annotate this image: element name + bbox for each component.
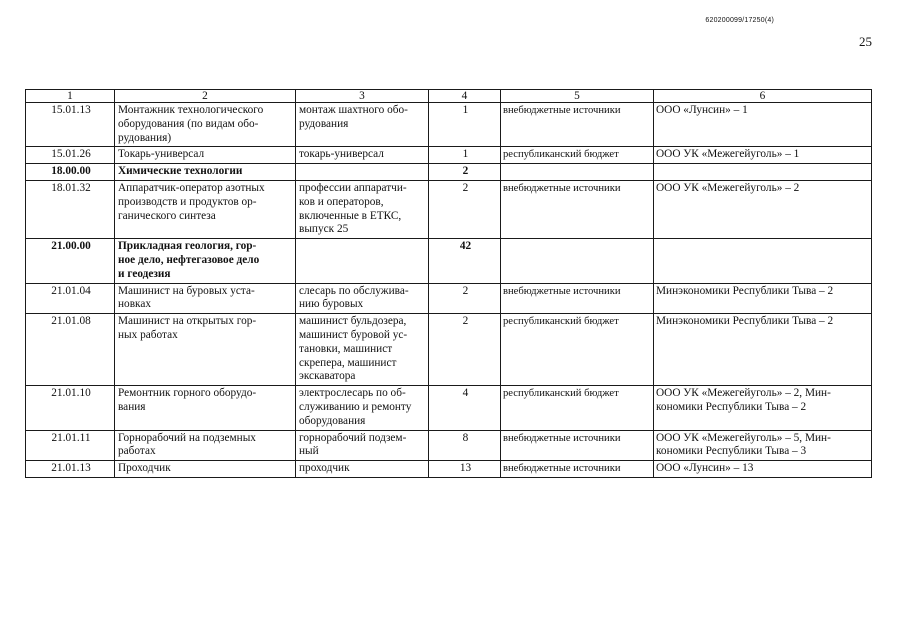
- funding-source-cell: республиканский бюджет: [501, 147, 654, 164]
- quantity-cell: 1: [429, 103, 501, 147]
- profession-cell: [115, 103, 296, 147]
- employer-cell: [654, 386, 872, 430]
- code-cell: 21.01.10: [26, 386, 115, 430]
- quantity-cell: 8: [429, 430, 501, 461]
- profession-cell: [115, 164, 296, 181]
- specialty-cell: [296, 283, 429, 314]
- profession-cell-line: Аппаратчик-оператор азотных: [118, 181, 265, 194]
- table-row: [26, 386, 872, 430]
- specialty-cell: [296, 461, 429, 478]
- specialty-cell-line: проходчик: [299, 462, 350, 475]
- specialty-cell-line: слесарь по обслужива-: [299, 284, 409, 297]
- section-row: [26, 164, 872, 181]
- quantity-cell: 2: [429, 314, 501, 386]
- profession-cell-line: Машинист на открытых гор-: [118, 315, 257, 328]
- profession-cell: [115, 283, 296, 314]
- specialty-cell-line: монтаж шахтного обо-: [299, 104, 408, 116]
- employer-cell-line: ООО УК «Межегейуголь» – 2: [656, 181, 800, 194]
- specialty-cell-line: токарь-универсал: [299, 148, 384, 161]
- specialty-cell: [296, 430, 429, 461]
- profession-cell-line: Прикладная геология, гор-: [118, 240, 257, 253]
- employer-cell-line: Минэкономики Республики Тыва – 2: [656, 284, 834, 297]
- section-row: [26, 239, 872, 283]
- table-row: [26, 430, 872, 461]
- profession-cell-line: Монтажник технологического: [118, 104, 264, 116]
- employer-cell-line: ООО УК «Межегейуголь» – 5, Мин-: [656, 431, 831, 444]
- profession-cell-line: и геодезия: [118, 267, 171, 280]
- specialty-cell: [296, 147, 429, 164]
- table-body: [26, 103, 872, 478]
- profession-cell-line: Токарь-универсал: [118, 148, 205, 161]
- profession-cell-line: Проходчик: [118, 462, 171, 475]
- specialty-cell-line: нию буровых: [299, 298, 364, 311]
- profession-cell: [115, 239, 296, 283]
- specialty-cell: [296, 103, 429, 147]
- column-header: 2: [115, 90, 296, 103]
- funding-source-cell: внебюджетные источники: [501, 430, 654, 461]
- profession-cell-line: рудования): [118, 131, 172, 144]
- specialty-cell-line: ков и операторов,: [299, 195, 384, 208]
- code-cell: 21.01.08: [26, 314, 115, 386]
- table-row: [26, 461, 872, 478]
- employer-cell-line: ООО УК «Межегейуголь» – 2, Мин-: [656, 387, 831, 400]
- employer-cell-line: ООО «Лунсин» – 1: [656, 104, 748, 116]
- profession-cell: [115, 314, 296, 386]
- code-cell: 21.01.04: [26, 283, 115, 314]
- profession-cell-line: вания: [118, 400, 146, 413]
- quantity-cell: 2: [429, 180, 501, 238]
- quantity-cell: 4: [429, 386, 501, 430]
- specialty-cell-line: выпуск 25: [299, 223, 349, 236]
- specialty-cell-line: ный: [299, 445, 319, 458]
- quantity-cell: 2: [429, 164, 501, 181]
- specialty-cell-line: рудования: [299, 117, 349, 130]
- specialty-cell-line: скрепера, машинист: [299, 356, 397, 369]
- funding-source-cell: внебюджетные источники: [501, 283, 654, 314]
- specialty-cell-line: включенные в ЕТКС,: [299, 209, 402, 222]
- quantity-cell: 2: [429, 283, 501, 314]
- specialty-cell-line: электрослесарь по об-: [299, 387, 406, 400]
- employer-cell-line: Минэкономики Республики Тыва – 2: [656, 315, 834, 328]
- code-cell: 18.01.32: [26, 180, 115, 238]
- employer-cell: [654, 430, 872, 461]
- profession-cell-line: ганического синтеза: [118, 209, 216, 222]
- specialty-cell-line: профессии аппаратчи-: [299, 181, 407, 194]
- employer-cell-line: кономики Республики Тыва – 2: [656, 400, 807, 413]
- profession-cell: [115, 430, 296, 461]
- employer-cell: [654, 164, 872, 181]
- quantity-cell: 42: [429, 239, 501, 283]
- code-cell: 18.00.00: [26, 164, 115, 181]
- funding-source-cell: внебюджетные источники: [501, 461, 654, 478]
- table-row: [26, 180, 872, 238]
- profession-cell-line: ное дело, нефтегазовое дело: [118, 253, 260, 266]
- code-cell: 21.00.00: [26, 239, 115, 283]
- profession-cell: [115, 147, 296, 164]
- table-row: [26, 283, 872, 314]
- profession-cell: [115, 180, 296, 238]
- employer-cell: [654, 147, 872, 164]
- document-code: 620200099/17250(4): [705, 17, 774, 24]
- employer-cell-line: кономики Республики Тыва – 3: [656, 445, 807, 458]
- specialty-cell: [296, 314, 429, 386]
- specialty-cell: [296, 180, 429, 238]
- code-cell: 21.01.11: [26, 430, 115, 461]
- column-header: 6: [654, 90, 872, 103]
- profession-cell-line: оборудования (по видам обо-: [118, 117, 259, 130]
- specialty-cell: [296, 239, 429, 283]
- profession-cell-line: производств и продуктов ор-: [118, 195, 257, 208]
- profession-cell: [115, 461, 296, 478]
- specialty-cell-line: служиванию и ремонту: [299, 400, 412, 413]
- table-header-row: [26, 90, 872, 103]
- employer-cell-line: ООО «Лунсин» – 13: [656, 462, 754, 475]
- funding-source-cell: [501, 239, 654, 283]
- specialty-cell-line: горнорабочий подзем-: [299, 431, 407, 444]
- employer-cell: [654, 283, 872, 314]
- quantity-cell: 13: [429, 461, 501, 478]
- column-header: 5: [501, 90, 654, 103]
- profession-cell-line: работах: [118, 445, 156, 458]
- column-header: 4: [429, 90, 501, 103]
- column-header: 3: [296, 90, 429, 103]
- employer-cell: [654, 239, 872, 283]
- table-row: [26, 103, 872, 147]
- data-table: [25, 89, 872, 478]
- code-cell: 21.01.13: [26, 461, 115, 478]
- funding-source-cell: внебюджетные источники: [501, 180, 654, 238]
- employer-cell: [654, 180, 872, 238]
- profession-cell-line: Горнорабочий на подземных: [118, 431, 256, 444]
- funding-source-cell: внебюджетные источники: [501, 103, 654, 147]
- code-cell: 15.01.13: [26, 103, 115, 147]
- profession-cell-line: новках: [118, 298, 152, 311]
- specialty-cell-line: оборудования: [299, 414, 366, 427]
- specialty-cell-line: тановки, машинист: [299, 342, 393, 355]
- profession-cell-line: Химические технологии: [118, 165, 243, 178]
- page-number: 25: [859, 34, 872, 49]
- profession-cell-line: Ремонтник горного оборудо-: [118, 387, 257, 400]
- profession-cell-line: Машинист на буровых уста-: [118, 284, 255, 297]
- quantity-cell: 1: [429, 147, 501, 164]
- profession-cell: [115, 386, 296, 430]
- employer-cell: [654, 461, 872, 478]
- profession-cell-line: ных работах: [118, 328, 178, 341]
- specialty-cell-line: машинист буровой ус-: [299, 328, 408, 341]
- column-header: 1: [26, 90, 115, 103]
- funding-source-cell: республиканский бюджет: [501, 314, 654, 386]
- specialty-cell-line: экскаватора: [299, 370, 356, 383]
- specialty-cell: [296, 164, 429, 181]
- table-row: [26, 314, 872, 386]
- funding-source-cell: республиканский бюджет: [501, 386, 654, 430]
- employer-cell: [654, 314, 872, 386]
- funding-source-cell: [501, 164, 654, 181]
- employer-cell-line: ООО УК «Межегейуголь» – 1: [656, 148, 800, 161]
- code-cell: 15.01.26: [26, 147, 115, 164]
- specialty-cell-line: машинист бульдозера,: [299, 315, 407, 328]
- employer-cell: [654, 103, 872, 147]
- table-row: [26, 147, 872, 164]
- specialty-cell: [296, 386, 429, 430]
